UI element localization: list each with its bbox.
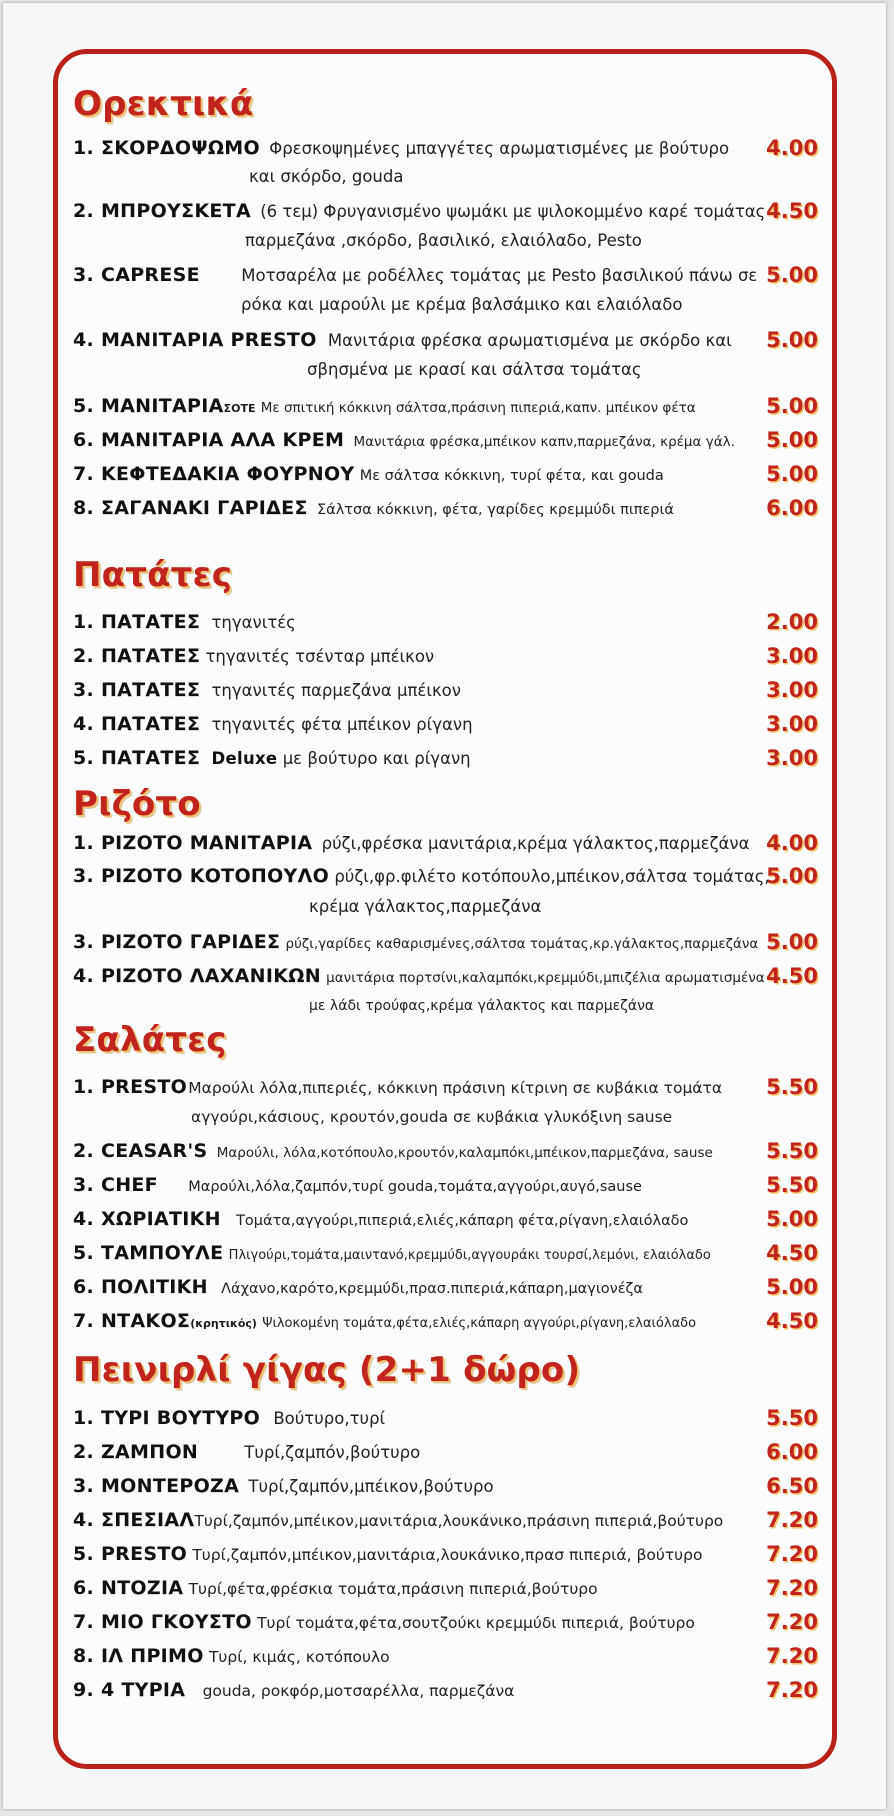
item-price: 5.00 (766, 263, 818, 287)
menu-item (73, 1208, 816, 1232)
item-name: 7. ΚΕΦΤΕΔΑΚΙΑ ΦΟΥΡΝΟΥ (73, 463, 355, 485)
item-price: 7.20 (766, 1542, 818, 1566)
item-name: 8. ΙΛ ΠΡΙΜΟ (73, 1645, 204, 1667)
item-price: 7.20 (766, 1610, 818, 1634)
item-desc-cont: και σκόρδο, gouda (249, 167, 404, 186)
section-title: Ριζότο (73, 784, 201, 824)
item-desc: τηγανιτές παρμεζάνα μπέικον (211, 681, 461, 700)
item-note: ΣΟΤΕ (223, 402, 256, 415)
menu-item (73, 865, 816, 888)
item-desc: (6 τεμ) Φρυγανισμένο ψωμάκι με ψιλοκομμένο καρέ τομάτας (260, 202, 766, 221)
item-name: 4. ΠΑΤΑΤΕΣ (73, 713, 201, 735)
item-name: 7. ΝΤΑΚΟΣ (73, 1310, 191, 1332)
item-desc: Μαρούλι,λόλα,ζαμπόν,τυρί gouda,τομάτα,αγγούρι,αυγό,sause (188, 1179, 642, 1195)
item-desc: Τυρί,ζαμπόν,μπέικον,βούτυρο (248, 1477, 494, 1496)
item-name: 3. ΜΟΝΤΕΡΟΖΑ (73, 1475, 240, 1497)
item-price: 5.00 (766, 394, 818, 418)
item-name: 2. ΖΑΜΠΟΝ (73, 1441, 199, 1463)
item-price: 6.50 (766, 1474, 818, 1498)
item-desc: Βούτυρο,τυρί (273, 1409, 386, 1428)
menu-item (73, 264, 816, 287)
item-name: 2. ΜΠΡΟΥΣΚΕΤΑ (73, 200, 251, 222)
item-price: 3.00 (766, 678, 818, 702)
item-note: (κρητικός) (190, 1317, 257, 1330)
menu-item (73, 713, 816, 736)
item-name: 1. ΡΙΖΟΤΟ ΜΑΝΙΤΑΡΙΑ (73, 832, 313, 854)
item-name: 3. ΠΑΤΑΤΕΣ (73, 679, 201, 701)
item-name: 9. 4 ΤΥΡΙΑ (73, 1679, 186, 1701)
item-price: 5.00 (766, 1275, 818, 1299)
item-desc: Ψιλοκομένη τομάτα,φέτα,ελιές,κάπαρη αγγούρι,ρίγανη,ελαιόλαδο (262, 1316, 697, 1331)
item-price: 7.20 (766, 1576, 818, 1600)
item-price: 2.00 (766, 610, 818, 634)
item-name: 1. ΣΚΟΡΔΟΨΩΜΟ (73, 137, 260, 159)
item-name: 4. ΣΠΕΣΙΑΛ (73, 1509, 195, 1531)
item-name: 3. CHEF (73, 1174, 158, 1196)
item-desc-cont: κρέμα γάλακτος,παρμεζάνα (309, 897, 542, 916)
menu-item (73, 1310, 816, 1335)
item-price: 6.00 (766, 496, 818, 520)
item-desc: Τυρί τομάτα,φέτα,σουτζούκι κρεμμύδι πιπεριά, βούτυρο (257, 1614, 695, 1632)
menu-item (73, 747, 816, 770)
item-name: 2. CEASAR'S (73, 1140, 208, 1162)
menu-item (73, 1276, 816, 1300)
item-desc: Λάχανο,καρότο,κρεμμύδι,πρασ.πιπεριά,κάπαρη,μαγιονέζα (221, 1281, 643, 1297)
item-desc-cont: σβησμένα με κρασί και σάλτσα τομάτας (307, 360, 642, 379)
menu-item (73, 645, 816, 668)
item-name: 6. ΝΤΟΖΙΑ (73, 1577, 184, 1599)
menu-item (73, 1543, 816, 1566)
menu-item (73, 611, 816, 634)
item-desc: Τυρί, κιμάς, κοτόπουλο (208, 1648, 390, 1666)
item-price: 5.00 (766, 462, 818, 486)
item-price: 5.50 (766, 1075, 818, 1099)
item-desc-cont: αγγούρι,κάσιους, κρουτόν,gouda σε κυβάκια γλυκόξινη sause (191, 1108, 673, 1126)
item-price: 5.50 (766, 1139, 818, 1163)
item-name: 5. PRESTO (73, 1543, 188, 1565)
item-desc: Τυρί,ζαμπόν,βούτυρο (244, 1443, 421, 1462)
item-desc: Τυρί,φέτα,φρέσκια τομάτα,πράσινη πιπεριά,βούτυρο (188, 1580, 598, 1598)
item-desc: μανιτάρια πορτσίνι,καλαμπόκι,κρεμμύδι,μπιζέλια αρωματισμένα (326, 970, 765, 986)
item-price: 4.50 (766, 1309, 818, 1333)
item-desc: τηγανιτές φέτα μπέικον ρίγανη (211, 715, 473, 734)
menu-item (73, 1441, 816, 1464)
item-price: 5.00 (766, 328, 818, 352)
item-desc: Τυρί,ζαμπόν,μπέικον,μανιτάρια,λουκάνικο,πρασ πιπεριά, βούτυρο (192, 1546, 703, 1564)
item-desc: ρύζι,φρέσκα μανιτάρια,κρέμα γάλακτος,παρμεζάνα (321, 834, 750, 853)
menu-item (73, 429, 816, 453)
menu-item (73, 1475, 816, 1498)
menu-item (73, 965, 816, 989)
menu-item (73, 329, 816, 352)
item-desc: Μανιτάρια φρέσκα,μπέικον καπν,παρμεζάνα, κρέμα γάλ. (353, 434, 735, 450)
item-price: 5.00 (766, 1207, 818, 1231)
item-name: 1. PRESTO (73, 1076, 188, 1098)
item-price: 5.50 (766, 1173, 818, 1197)
item-desc-cont: παρμεζάνα ,σκόρδο, βασιλικό, ελαιόλαδο, Pesto (245, 231, 642, 250)
item-price: 5.50 (766, 1406, 818, 1430)
item-price: 7.20 (766, 1508, 818, 1532)
item-price: 3.00 (766, 746, 818, 770)
menu-item (73, 1509, 816, 1532)
section-title: Πατάτες (73, 555, 233, 595)
menu-item (73, 1407, 816, 1430)
item-desc: ρύζι,φρ.φιλέτο κοτόπουλο,μπέικον,σάλτσα τομάτας, (334, 867, 770, 886)
menu-item (73, 497, 816, 521)
item-name: 1. ΤΥΡΙ ΒΟΥΤΥΡΟ (73, 1407, 261, 1429)
item-name: 2. ΠΑΤΑΤΕΣ (73, 645, 201, 667)
item-desc-cont: με λάδι τρούφας,κρέμα γάλακτος και παρμεζάνα (309, 998, 655, 1014)
section-title: Σαλάτες (73, 1020, 227, 1060)
item-desc: Σάλτσα κόκκινη, φέτα, γαρίδες κρεμμύδι πιπεριά (316, 502, 674, 518)
item-desc: Τυρί,ζαμπόν,μπέικον,μανιτάρια,λουκάνικο,πράσινη πιπεριά,βούτυρο (194, 1512, 724, 1530)
item-price: 4.50 (766, 199, 818, 223)
item-desc: Μαρούλι, λόλα,κοτόπουλο,κρουτόν,καλαμπόκι,μπέικον,παρμεζάνα, sause (216, 1145, 713, 1161)
item-price: 5.00 (766, 864, 818, 888)
item-price: 7.20 (766, 1678, 818, 1702)
item-name: 3. CAPRESE (73, 264, 200, 286)
item-price: 4.50 (766, 964, 818, 988)
item-name: 7. ΜΙΟ ΓΚΟΥΣΤΟ (73, 1611, 252, 1633)
menu-item (73, 1577, 816, 1600)
item-name: 6. ΠΟΛΙΤΙΚΗ (73, 1276, 208, 1298)
item-name: 3. ΡΙΖΟΤΟ ΚΟΤΟΠΟΥΛΟ (73, 865, 330, 887)
item-desc: Μοτσαρέλα με ροδέλλες τομάτας με Pesto βασιλικού πάνω σε (241, 266, 758, 285)
item-price: 5.00 (766, 930, 818, 954)
item-name: 4. ΧΩΡΙΑΤΙΚΗ (73, 1208, 221, 1230)
item-desc: ρύζι,γαρίδες καθαρισμένες,σάλτσα τομάτας,κρ.γάλακτος,παρμεζάνα (285, 936, 759, 952)
item-desc: με βούτυρο και ρίγανη (282, 749, 471, 768)
menu-item (73, 832, 816, 855)
item-name: 5. ΤΑΜΠΟΥΛΕ (73, 1242, 224, 1264)
item-desc: Φρεσκοψημένες μπαγγέτες αρωματισμένες με βούτυρο (269, 139, 730, 158)
menu-page (3, 3, 886, 1809)
item-desc: Μανιτάρια φρέσκα αρωματισμένα με σκόρδο και (327, 331, 732, 350)
section-title: Πεινιρλί γίγας (2+1 δώρο) (73, 1350, 581, 1390)
item-price: 7.20 (766, 1644, 818, 1668)
menu-item (73, 395, 816, 420)
item-price: 4.00 (766, 831, 818, 855)
item-price: 4.50 (766, 1241, 818, 1265)
item-name: 4. ΡΙΖΟΤΟ ΛΑΧΑΝΙΚΩΝ (73, 965, 321, 987)
menu-item (73, 679, 816, 702)
item-desc: τηγανιτές τσένταρ μπέικον (205, 647, 435, 666)
item-price: 4.00 (766, 136, 818, 160)
item-desc: Τομάτα,αγγούρι,πιπεριά,ελιές,κάπαρη φέτα,ρίγανη,ελαιόλαδο (236, 1213, 689, 1229)
item-price: 6.00 (766, 1440, 818, 1464)
menu-item (73, 137, 816, 160)
item-desc: Μαρούλι λόλα,πιπεριές, κόκκινη πράσινη κίτρινη σε κυβάκια τομάτα (188, 1079, 723, 1097)
menu-item (73, 1679, 816, 1702)
item-name: 3. ΡΙΖΟΤΟ ΓΑΡΙΔΕΣ (73, 931, 281, 953)
item-desc: Με σάλτσα κόκκινη, τυρί φέτα, και gouda (359, 468, 664, 484)
item-desc-cont: ρόκα και μαρούλι με κρέμα βαλσάμικο και ελαιόλαδο (241, 295, 683, 314)
menu-item (73, 463, 816, 487)
menu-item (73, 1174, 816, 1198)
item-name: 1. ΠΑΤΑΤΕΣ (73, 611, 201, 633)
menu-item (73, 931, 816, 955)
item-desc: Με σπιτική κόκκινη σάλτσα,πράσινη πιπεριά,καπν. μπέικον φέτα (260, 400, 696, 416)
menu-item (73, 200, 816, 223)
item-name: 4. ΜΑΝΙΤΑΡΙΑ PRESTO (73, 329, 317, 351)
item-desc: τηγανιτές (211, 613, 296, 632)
menu-item (73, 1645, 816, 1668)
item-name: 6. ΜΑΝΙΤΑΡΙΑ ΑΛΑ ΚΡΕΜ (73, 429, 345, 451)
item-desc: gouda, ροκφόρ,μοτσαρέλλα, παρμεζάνα (202, 1682, 515, 1700)
item-desc: Πλιγούρι,τομάτα,μαιντανό,κρεμμύδι,αγγουράκι τουρσί,λεμόνι, ελαιόλαδο (228, 1248, 711, 1263)
menu-item (73, 1140, 816, 1164)
item-price: 5.00 (766, 428, 818, 452)
item-price: 3.00 (766, 712, 818, 736)
menu-item (73, 1611, 816, 1634)
menu-item (73, 1076, 816, 1099)
item-name: 5. ΜΑΝΙΤΑΡΙΑ (73, 395, 224, 417)
section-title: Ορεκτικά (73, 84, 254, 124)
item-name: 8. ΣΑΓΑΝΑΚΙ ΓΑΡΙΔΕΣ (73, 497, 308, 519)
menu-item (73, 1242, 816, 1267)
item-price: 3.00 (766, 644, 818, 668)
item-name: 5. ΠΑΤΑΤΕΣ (73, 747, 201, 769)
item-desc-bold: Deluxe (211, 749, 278, 768)
